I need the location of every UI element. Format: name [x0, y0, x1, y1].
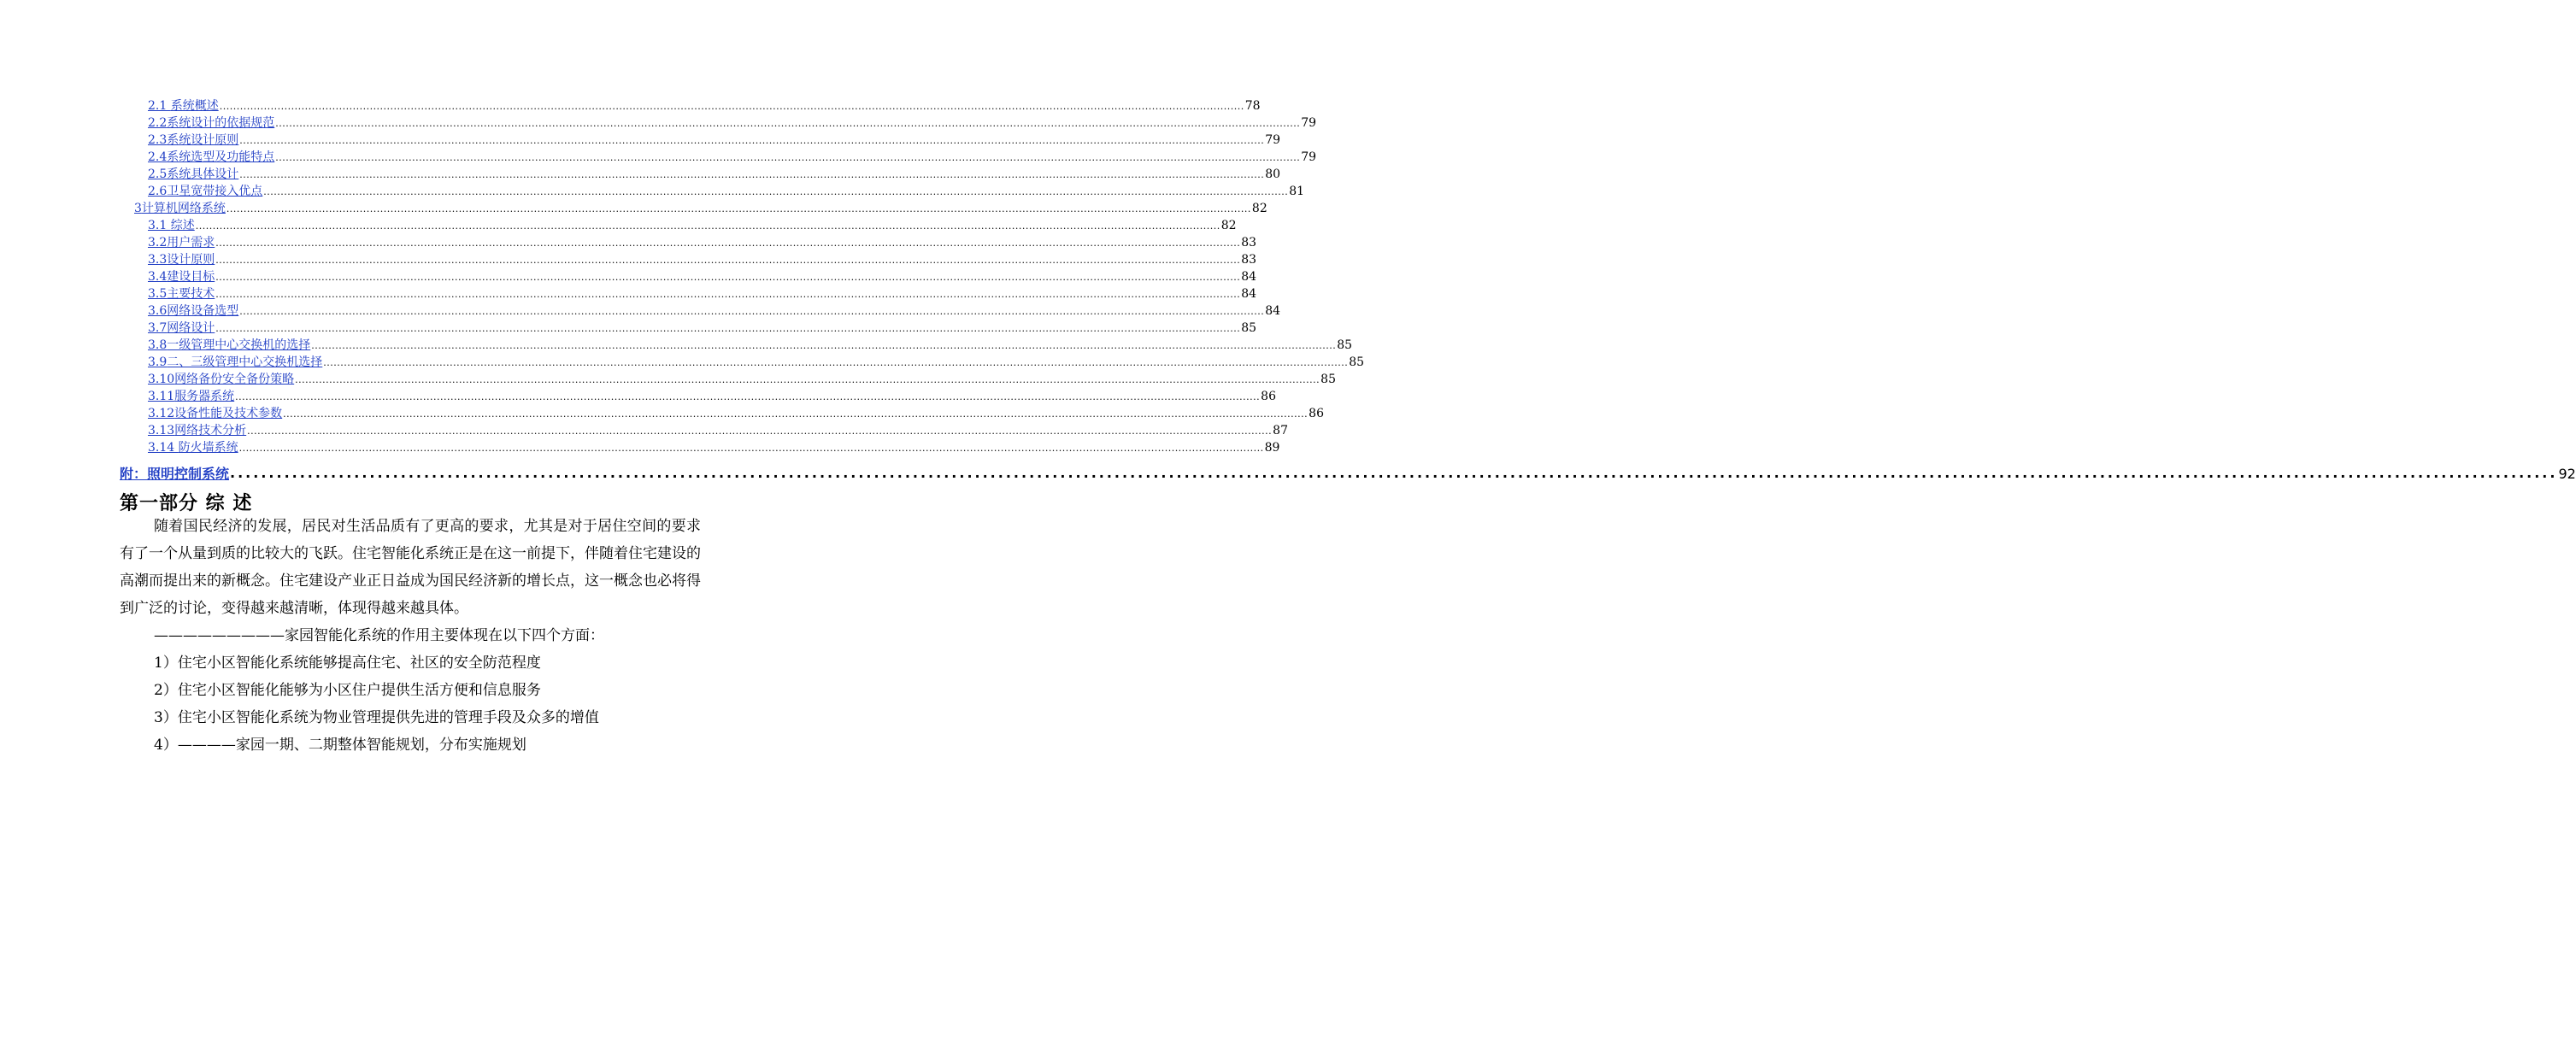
toc-entry-number: 3.4	[148, 270, 168, 284]
toc-entry-link[interactable]	[148, 355, 322, 370]
toc-page-number: 85	[1337, 338, 1353, 352]
toc-entry-number: 3.8	[148, 338, 168, 352]
toc-entry-number: 2.2	[148, 116, 168, 130]
toc-entry-title: 设计原则	[167, 253, 215, 267]
toc-entry-link[interactable]	[148, 390, 234, 404]
toc-leader-dots: ............................................................................................................................................................................................................................................................................................................	[195, 220, 1220, 232]
toc-page-number: 83	[1241, 253, 1257, 267]
toc-entry-link[interactable]	[148, 116, 274, 131]
toc-entry-link[interactable]	[134, 202, 226, 216]
toc-entry-title: 网络备份安全备份策略	[174, 373, 295, 386]
toc-entry	[148, 319, 1257, 336]
toc-entry	[148, 404, 1324, 421]
toc-entry	[148, 148, 1317, 165]
toc-page-number: 92	[2558, 466, 2576, 482]
toc-leader-dots: ............................................................................................................................................................................................................................................................................................................	[239, 169, 1265, 180]
toc-entry-title: 防火墙系统	[178, 441, 238, 455]
toc-entry-title: 一级管理中心交换机的选择	[167, 338, 311, 352]
toc-page-number: 86	[1309, 407, 1324, 420]
toc-entry-number: 2.6	[148, 185, 168, 198]
toc-entry-number: 3.13	[148, 424, 175, 437]
toc-entry	[148, 285, 1257, 302]
toc-entry-title: 主要技术	[167, 287, 215, 301]
toc-entry-link[interactable]	[148, 373, 294, 387]
toc-entry-title: 服务器系统	[174, 390, 235, 403]
toc-entry-link[interactable]	[148, 321, 215, 336]
toc-page-number: 85	[1241, 321, 1257, 335]
toc-leader-dots: ............................................................................................................................................................................................................................................................................................................	[215, 289, 1241, 300]
toc-page-number: 81	[1289, 185, 1305, 198]
toc-page-number: 79	[1265, 133, 1281, 147]
toc-entry	[148, 267, 1257, 285]
toc-entry-title: 系统概述	[170, 99, 219, 113]
toc-entry-title: 设备性能及技术参数	[174, 407, 283, 420]
toc-entry-title: 建设目标	[167, 270, 215, 284]
toc-entry	[134, 199, 1267, 216]
toc-entry-title: 系统设计的依据规范	[167, 116, 275, 130]
toc-entry	[148, 302, 1281, 319]
toc-page-number: 84	[1241, 287, 1257, 301]
toc-entry-number: 3.7	[148, 321, 168, 335]
toc-entry-number: 3	[134, 202, 142, 215]
toc-leader-dots: ............................................................................................................................................................................................................................................................................................................	[283, 408, 1309, 420]
toc-entry	[148, 131, 1281, 148]
section-body	[120, 513, 701, 759]
toc-entry-number: 3.9	[148, 355, 168, 369]
toc-page-number: 85	[1349, 355, 1365, 369]
toc-entry-title: 计算机网络系统	[141, 202, 226, 215]
toc-page-number: 82	[1251, 202, 1267, 215]
function-item: 3）住宅小区智能化系统为物业管理提供先进的管理手段及众多的增值	[154, 709, 599, 726]
toc-entry	[148, 353, 1365, 370]
toc-entry	[148, 387, 1276, 404]
toc-entry-link[interactable]	[148, 407, 282, 421]
toc-leader-dots: ............................................................................................................................................................................................................................................................................................................	[263, 186, 1289, 197]
toc-leader-dots: ............................................................................................................................................................................................................................................................................................................	[215, 238, 1241, 249]
toc-leader-dots: ............................................................................................................................................................................................................................................................................................................	[226, 203, 1251, 214]
toc-entry-number: 3.5	[148, 287, 168, 301]
toc-page-number: 85	[1320, 373, 1336, 386]
toc-leader-dots: ............................................................................................................................................................................................................................................................................................................	[215, 255, 1241, 266]
toc-entry-title: 网络设备选型	[167, 304, 239, 318]
toc-entry-number: 3.1	[148, 219, 171, 232]
toc-page-number: 80	[1265, 167, 1281, 181]
toc-entry-number: 3.10	[148, 373, 175, 386]
toc-entry-title: 二、三级管理中心交换机选择	[167, 355, 323, 369]
toc-leader-dots: ............................................................................................................................................................................................................................................................................................................	[311, 340, 1337, 351]
toc-entry	[148, 370, 1336, 387]
toc-entry-link[interactable]	[148, 185, 262, 199]
toc-entry-link[interactable]	[148, 424, 246, 438]
toc-entry-number: 2.5	[148, 167, 168, 181]
toc-appendix-link[interactable]: 附：照明控制系统	[120, 466, 230, 482]
toc-entry-number: 3.2	[148, 236, 168, 250]
toc-entry-title: 系统选型及功能特点	[167, 150, 275, 164]
toc-entry-number: 3.12	[148, 407, 175, 420]
toc-page-number: 84	[1265, 304, 1281, 318]
toc-entry	[148, 97, 1261, 114]
toc-page-number: 86	[1261, 390, 1276, 403]
toc-entry-number: 2.3	[148, 133, 168, 147]
toc-leader-dots: ............................................................................................................................................................................................................................................................................................................	[238, 443, 1264, 454]
function-item: 2）住宅小区智能化能够为小区住户提供生活方便和信息服务	[154, 682, 541, 699]
toc-entry-link[interactable]	[148, 167, 238, 182]
function-item: 1）住宅小区智能化系统能够提高住宅、社区的安全防范程度	[154, 655, 541, 672]
toc-entry	[148, 438, 1280, 455]
toc-entry-link[interactable]	[148, 304, 238, 319]
toc-entry	[148, 250, 1257, 267]
toc-entry-link[interactable]	[148, 441, 238, 455]
toc-leader-dots: ............................................................................................................................................................................................................................................................................................................	[230, 465, 2558, 481]
toc-entry-title: 网络设计	[167, 321, 215, 335]
toc-entry	[148, 182, 1305, 199]
toc-entry-number: 2.1	[148, 99, 171, 113]
toc-entry-link[interactable]	[148, 133, 238, 148]
toc-entry-title: 系统设计原则	[167, 133, 239, 147]
toc-entry	[148, 114, 1317, 131]
toc-entry-number: 3.3	[148, 253, 168, 267]
toc-leader-dots: ............................................................................................................................................................................................................................................................................................................	[215, 323, 1241, 334]
toc-page-number: 89	[1264, 441, 1280, 455]
toc-page-number: 83	[1241, 236, 1257, 250]
toc-entry-number: 3.11	[148, 390, 175, 403]
toc-entry-link[interactable]	[148, 150, 274, 165]
toc-page-number: 78	[1244, 99, 1261, 113]
toc-leader-dots: ............................................................................................................................................................................................................................................................................................................	[275, 152, 1301, 163]
toc-leader-dots: ............................................................................................................................................................................................................................................................................................................	[295, 374, 1320, 385]
toc-entry-link[interactable]	[148, 253, 215, 267]
function-item: 4）————家园一期、二期整体智能规划，分布实施规划	[154, 737, 526, 754]
toc-entry-link[interactable]	[148, 99, 219, 114]
toc-entry	[148, 233, 1257, 250]
toc-page-number: 82	[1220, 219, 1237, 232]
toc-entry	[148, 165, 1281, 182]
toc-page-number: 84	[1241, 270, 1257, 284]
toc-leader-dots: ............................................................................................................................................................................................................................................................................................................	[247, 426, 1273, 437]
section-heading: 第一部分 综 述	[120, 493, 253, 514]
toc-leader-dots: ............................................................................................................................................................................................................................................................................................................	[239, 135, 1265, 146]
toc-entry-link[interactable]	[148, 338, 310, 353]
table-of-contents	[0, 97, 2576, 482]
toc-entry-link[interactable]	[148, 219, 195, 233]
toc-leader-dots: ............................................................................................................................................................................................................................................................................................................	[215, 272, 1241, 283]
toc-page-number: 87	[1273, 424, 1288, 437]
toc-page-number: 79	[1301, 150, 1317, 164]
toc-leader-dots: ............................................................................................................................................................................................................................................................................................................	[239, 306, 1265, 317]
toc-appendix-entry	[120, 462, 2576, 482]
toc-entry	[148, 336, 1353, 353]
toc-entry-title: 网络技术分析	[174, 424, 247, 437]
toc-entry-number: 3.6	[148, 304, 168, 318]
toc-entry-number: 3.14	[148, 441, 179, 455]
toc-entry-title: 综述	[170, 219, 195, 232]
toc-entry-link[interactable]	[148, 287, 215, 302]
toc-entry-number: 2.4	[148, 150, 168, 164]
toc-entry-title: 用户需求	[167, 236, 215, 250]
toc-entry	[148, 421, 1288, 438]
toc-leader-dots: ............................................................................................................................................................................................................................................................................................................	[235, 391, 1261, 402]
toc-entry-title: 卫星宽带接入优点	[167, 185, 263, 198]
toc-entry-link[interactable]	[148, 270, 215, 285]
toc-entry-title: 系统具体设计	[167, 167, 239, 181]
toc-leader-dots: ............................................................................................................................................................................................................................................................................................................	[219, 101, 1244, 112]
toc-leader-dots: ............................................................................................................................................................................................................................................................................................................	[323, 357, 1349, 368]
toc-leader-dots: ............................................................................................................................................................................................................................................................................................................	[275, 118, 1301, 129]
toc-page-number: 79	[1301, 116, 1317, 130]
functions-intro-line: —————————家园智能化系统的作用主要体现在以下四个方面：	[154, 627, 604, 644]
intro-paragraph: 随着国民经济的发展，居民对生活品质有了更高的要求，尤其是对于居住空间的要求有了一个从量到质的比较大的飞跃。住宅智能化系统正是在这一前提下，伴随着住宅建设的高潮而提出来的新概念。住宅建设产业正日益成为国民经济新的增长点，这一概念也必将得到广泛的讨论，变得越来越清晰，体现得越来越具体。	[120, 518, 701, 617]
toc-entry-link[interactable]	[148, 236, 215, 250]
toc-entry	[148, 216, 1237, 233]
